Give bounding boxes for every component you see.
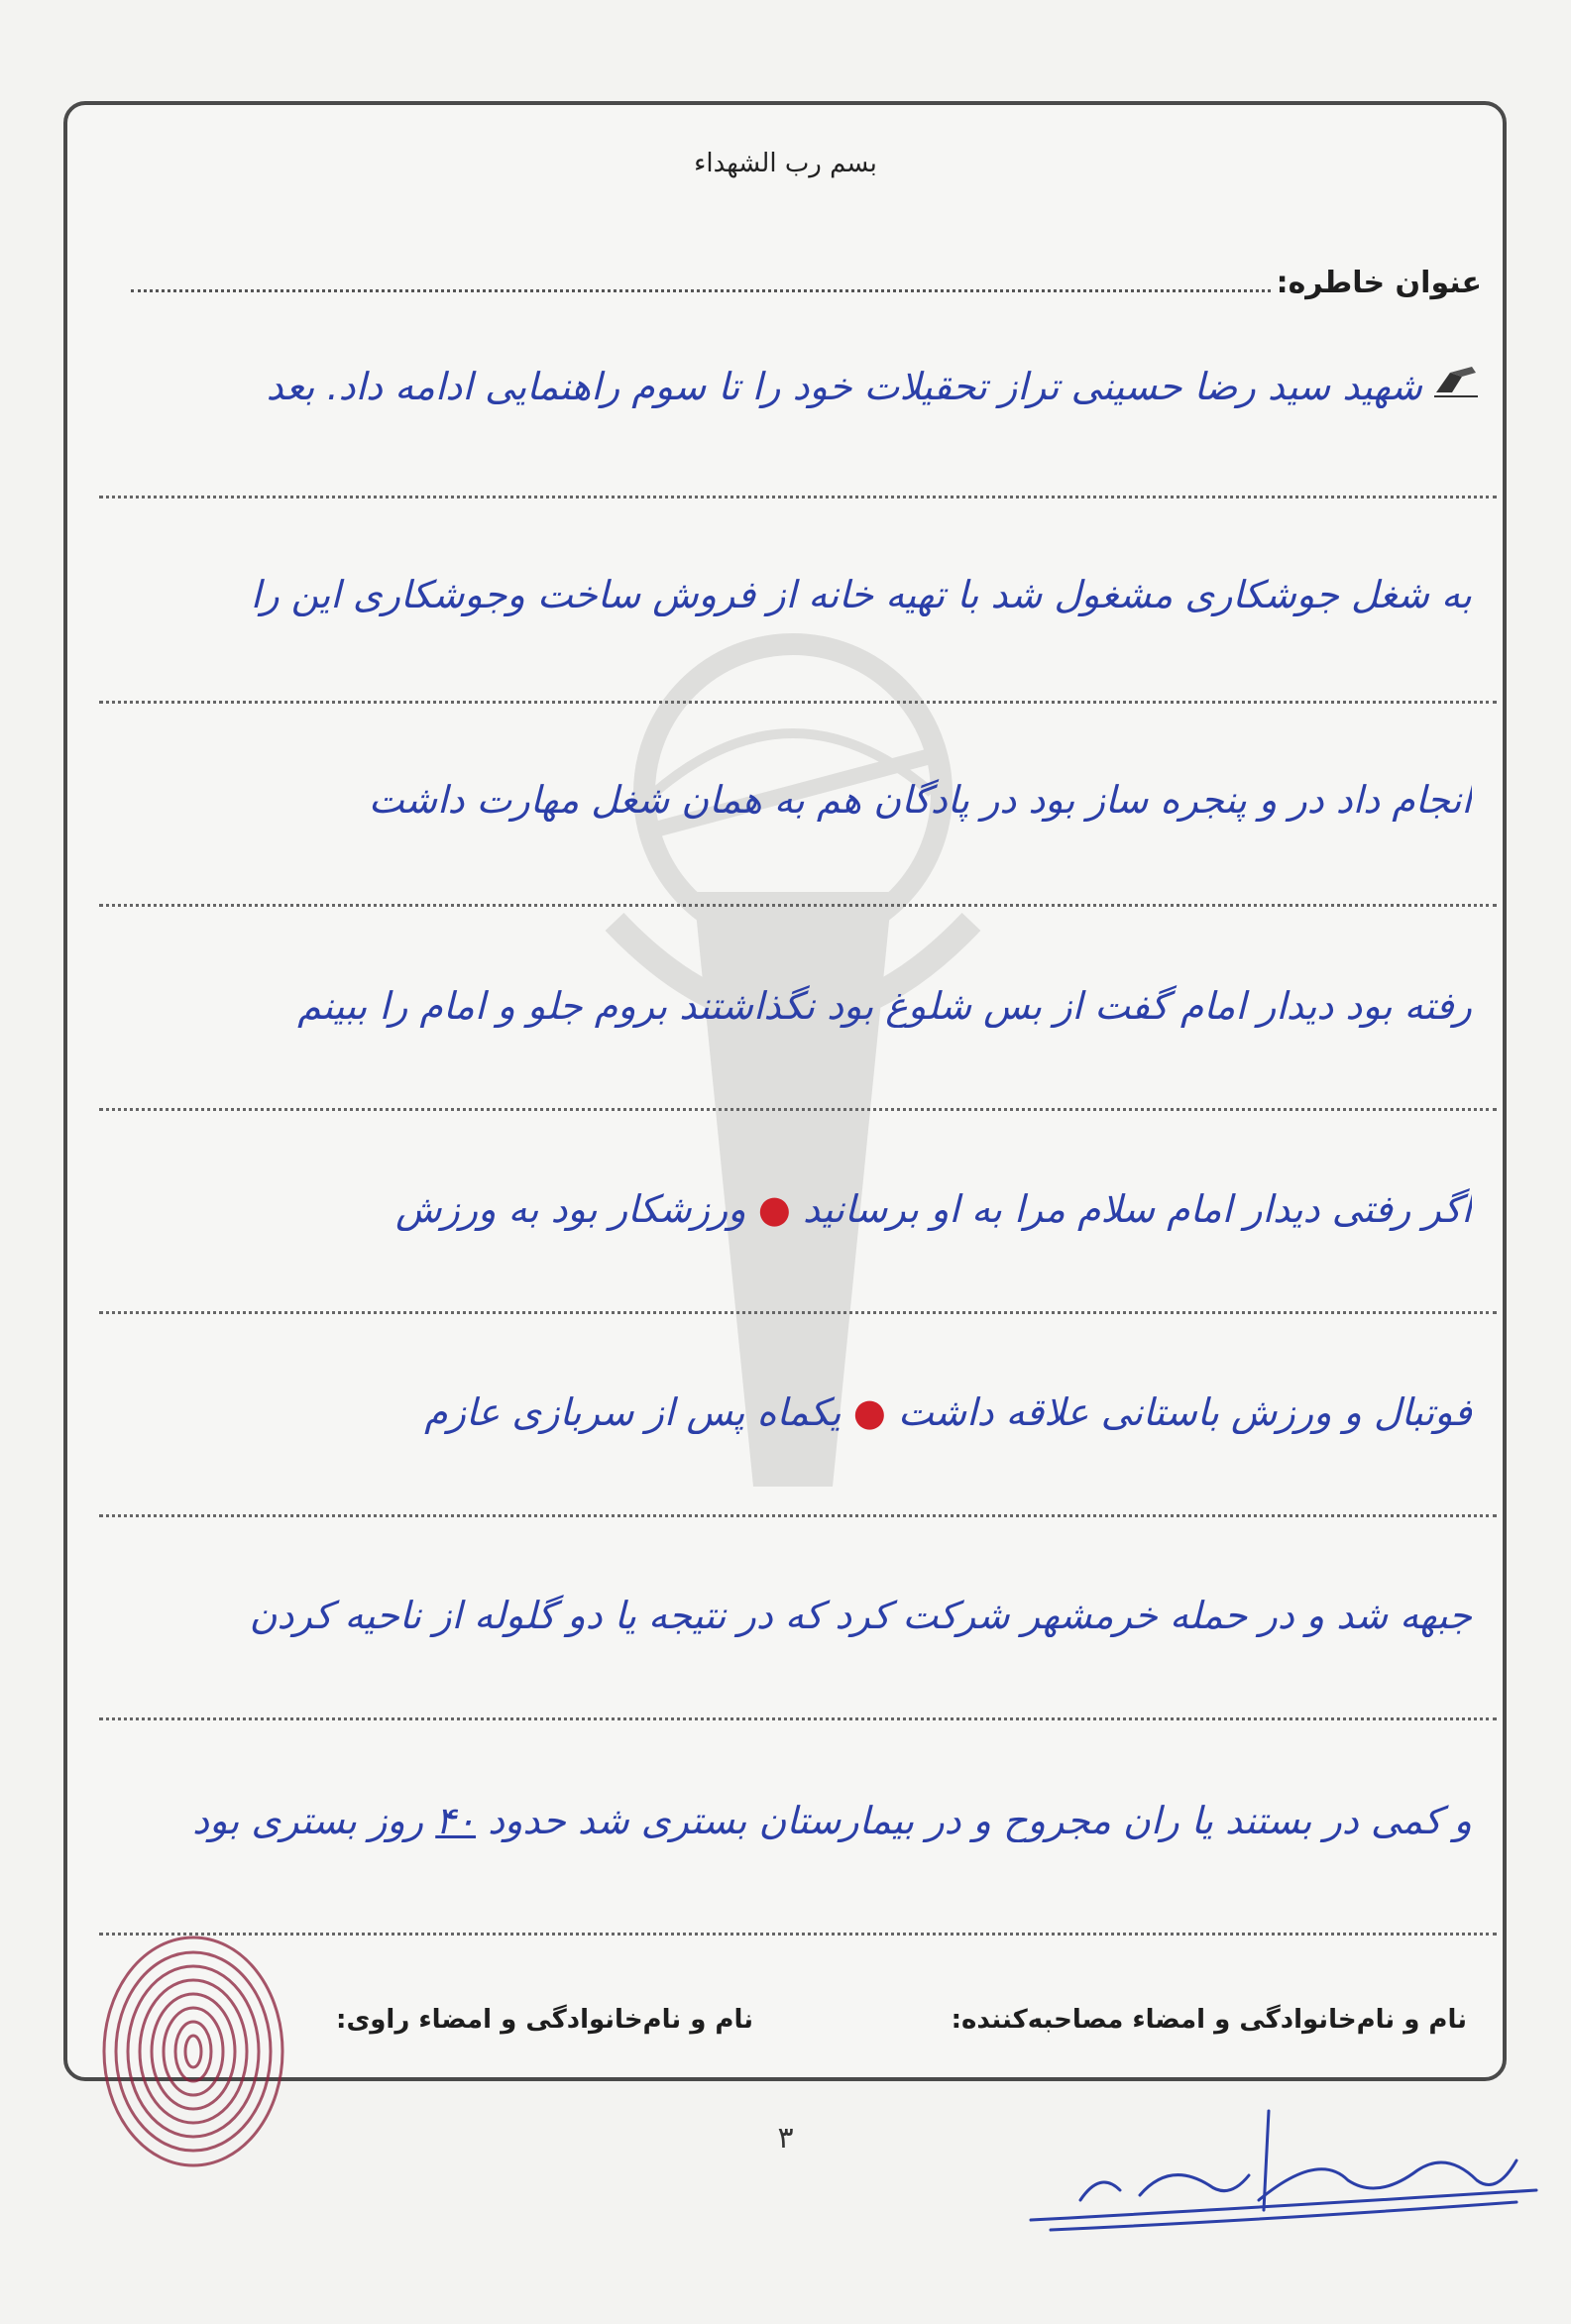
handwritten-line-5-part-1: اگر رفتی دیدار امام سلام مرا به او برسانید [802, 1187, 1472, 1231]
emblem-watermark [555, 595, 1031, 1487]
ruled-line [99, 904, 1497, 907]
ruled-line [99, 496, 1497, 498]
red-dot: ● [852, 1390, 886, 1434]
narrator-signature-label: نام و نام‌خانوادگی و امضاء راوی: [336, 2005, 753, 2035]
handwritten-line-5 [84, 1187, 1472, 1231]
ruled-line [99, 1311, 1497, 1314]
handwritten-line-8-part-1: و کمی در بستند یا ران مجروح و در بیمارستان بستری شد حدود [476, 1799, 1472, 1842]
handwritten-line-6-part-2: یکماه پس از سربازی عازم [424, 1390, 842, 1434]
handwritten-line-8-days: ۴۰ [435, 1799, 477, 1842]
red-dot: ● [757, 1187, 791, 1231]
ruled-line [99, 1933, 1497, 1936]
handwritten-line-8 [84, 1799, 1472, 1842]
handwritten-signature [1021, 2091, 1546, 2269]
handwritten-line-3: انجام داد در و پنجره ساز بود در پادگان هم به همان شغل مهارت داشت [368, 778, 1472, 822]
title-label: عنوان خاطره: [1276, 266, 1482, 300]
title-dotted-line [131, 268, 1271, 292]
pen-writing-icon [1432, 363, 1480, 400]
ruled-line [99, 1108, 1497, 1111]
interviewer-signature-label: نام و نام‌خانوادگی و امضاء مصاحبه‌کننده: [951, 2005, 1467, 2035]
title-field [131, 266, 1482, 300]
ruled-line [99, 1717, 1497, 1720]
handwritten-line-7: جبهه شد و در حمله خرمشهر شرکت کرد که در نتیجه یا دو گلوله از ناحیه کردن [249, 1594, 1472, 1637]
page-number: ۳ [777, 2121, 794, 2156]
ruled-line [99, 1514, 1497, 1517]
handwritten-line-8-part-2: روز بستری بود [192, 1799, 436, 1842]
handwritten-line-6-part-1: فوتبال و ورزش باستانی علاقه داشت [897, 1390, 1472, 1434]
handwritten-line-5-part-2: ورزشکار بود به ورزش [395, 1187, 746, 1231]
ruled-line [99, 701, 1497, 704]
handwritten-line-2: به شغل جوشکاری مشغول شد با تهیه خانه از فروش ساخت وجوشکاری این را [250, 573, 1472, 616]
bismillah-header: بسم رب الشهداء [694, 149, 877, 178]
handwritten-line-4: رفته بود دیدار امام گفت از بس شلوغ بود نگذاشتند بروم جلو و امام را ببینم [297, 984, 1472, 1028]
handwritten-line-1: شهید سید رضا حسینی تراز تحقیلات خود را تا سوم راهنمایی ادامه داد. بعد [266, 365, 1422, 408]
handwritten-line-6 [84, 1390, 1472, 1434]
